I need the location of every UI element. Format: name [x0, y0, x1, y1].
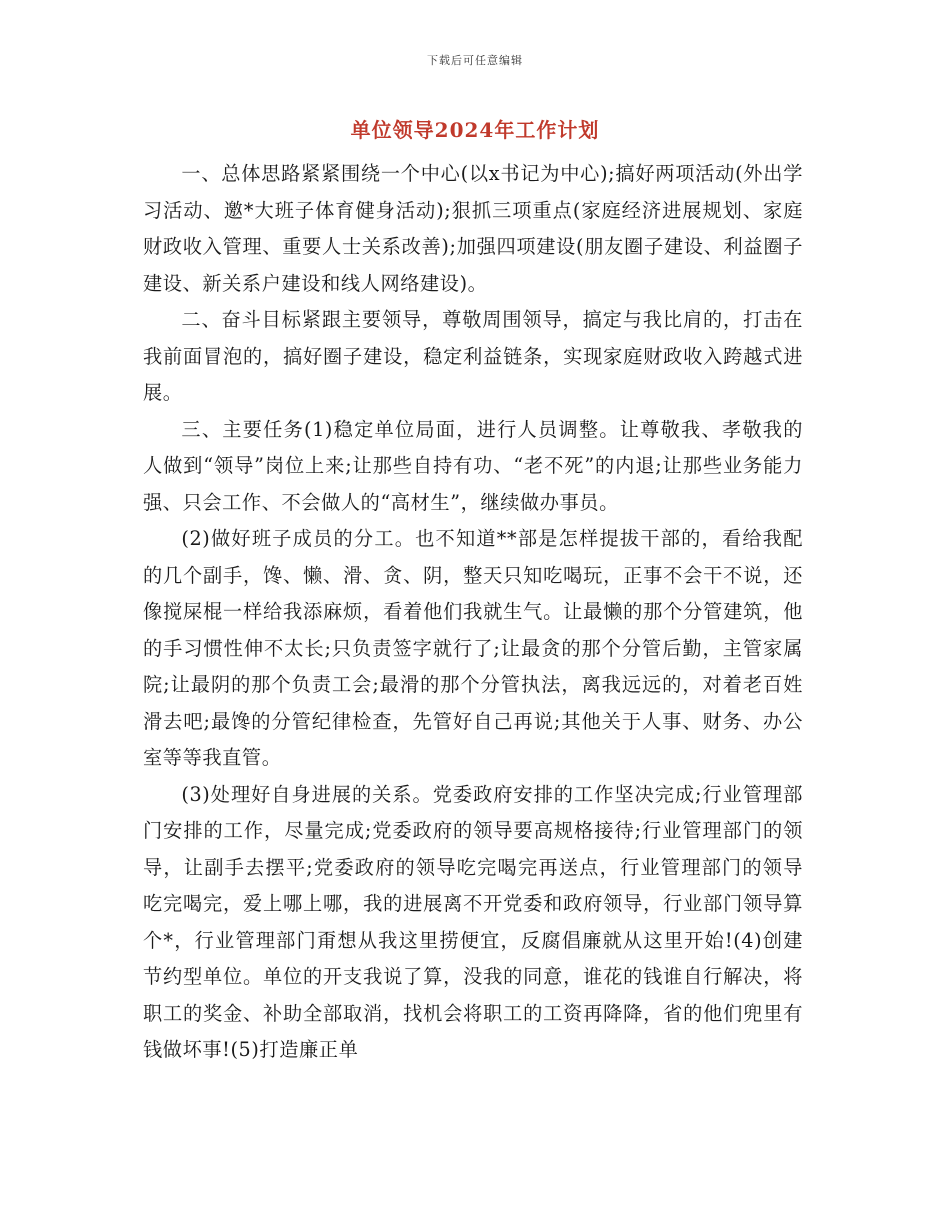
- paragraph-goals: 二、奋斗目标紧跟主要领导，尊敬周围领导，搞定与我比肩的，打击在我前面冒泡的，搞好圈子建设，稳定利益链条，实现家庭财政收入跨越式进展。: [143, 308, 803, 404]
- paragraph-relationships: (3)处理好自身进展的关系。党委政府安排的工作坚决完成;行业管理部门安排的工作，尽量完成;党委政府的领导要高规格接待;行业管理部门的领导，让副手去摆平;党委政府的领导吃完喝完再送点，行业管理部门的领导吃完喝完，爱上哪上哪，我的进展离不开党委和政府领导，行业部门领导算个*，行业管理部门甭想从我这里捞便宜，反腐倡廉就从这里开始!(4)创建节约型单位。单位的开支我说了算，没我的同意，谁花的钱谁自行解决，将职工的奖金、补助全部取消，找机会将职工的工资再降降，省的他们兜里有钱做坏事!(5)打造廉正单: [143, 782, 803, 1061]
- paragraph-overall-approach: 一、总体思路紧紧围绕一个中心(以x书记为中心);搞好两项活动(外出学习活动、邀*大班子体育健身活动);狠抓三项重点(家庭经济进展规划、家庭财政收入管理、重要人士关系改善);加强四项建设(朋友圈子建设、利益圈子建设、新关系户建设和线人网络建设)。: [143, 162, 803, 295]
- document-title: 单位领导2024年工作计划: [350, 118, 600, 142]
- paragraph-team-division: (2)做好班子成员的分工。也不知道**部是怎样提拔干部的，看给我配的几个副手，馋、懒、滑、贪、阴，整天只知吃喝玩，正事不会干不说，还像搅屎棍一样给我添麻烦，看着他们我就生气。让最懒的那个分管建筑，他的手习惯性伸不太长;只负责签字就行了;让最贪的那个分管后勤，主管家属院;让最阴的那个负责工会;最滑的那个分管执法，离我远远的，对着老百姓滑去吧;最馋的分管纪律检查，先管好自己再说;其他关于人事、财务、办公室等等我直管。: [143, 527, 803, 769]
- header-note: 下载后可任意编辑: [427, 54, 523, 67]
- paragraph-main-tasks: 三、主要任务(1)稳定单位局面，进行人员调整。让尊敬我、孝敬我的人做到“领导”岗位上来;让那些自持有功、“老不死”的内退;让那些业务能力强、只会工作、不会做人的“高材生”，继续做办事员。: [143, 417, 803, 514]
- document-body: [143, 156, 803, 1069]
